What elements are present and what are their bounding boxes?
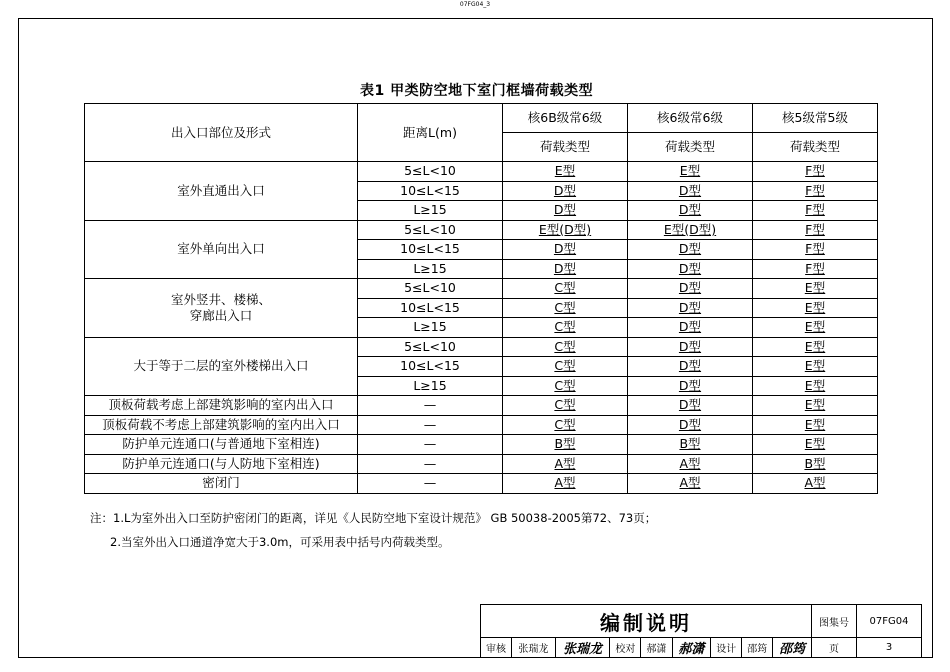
row-distance: — <box>358 474 503 494</box>
load-type-value: E型(D型) <box>663 221 717 237</box>
drawing-code-top: 07FG04_3 <box>459 1 491 8</box>
row-distance: — <box>358 415 503 435</box>
atlas-number: 07FG04 <box>857 605 922 638</box>
atlas-label: 图集号 <box>812 605 857 638</box>
load-type-value: E型 <box>804 397 826 413</box>
load-type-value: D型 <box>553 260 577 276</box>
load-type-cell <box>503 454 628 474</box>
load-type-value: F型 <box>805 221 825 237</box>
load-type-value: C型 <box>554 299 576 315</box>
load-type-value: A型 <box>554 475 576 491</box>
load-type-cell <box>628 181 753 201</box>
load-type-value: E型 <box>804 299 826 315</box>
table-row <box>85 220 878 240</box>
table-row <box>85 454 878 474</box>
load-type-value: E型 <box>804 338 826 354</box>
load-type-value: C型 <box>554 319 576 335</box>
load-type-value: D型 <box>553 202 577 218</box>
header-grade-5: 核5级常5级 <box>753 104 878 133</box>
location-label-line2: 穿廊出入口 <box>189 307 253 323</box>
load-type-value: D型 <box>678 416 702 432</box>
row-distance: 5≤L<10 <box>358 279 503 299</box>
load-type-cell <box>628 279 753 299</box>
row-location <box>85 220 358 279</box>
load-type-cell <box>753 435 878 455</box>
load-type-value: C型 <box>554 358 576 374</box>
load-type-cell <box>753 240 878 260</box>
row-distance: 5≤L<10 <box>358 162 503 182</box>
load-type-value: E型 <box>804 436 826 452</box>
load-type-cell <box>753 357 878 377</box>
row-location <box>85 279 358 338</box>
header-load-type: 荷载类型 <box>503 133 628 162</box>
load-type-value: B型 <box>679 436 701 452</box>
row-location: 顶板荷载不考虑上部建筑影响的室内出入口 <box>85 415 358 435</box>
load-type-value: D型 <box>553 182 577 198</box>
load-type-cell <box>628 396 753 416</box>
load-type-cell <box>503 162 628 182</box>
load-type-cell <box>628 415 753 435</box>
load-type-cell <box>753 259 878 279</box>
load-type-value: F型 <box>805 260 825 276</box>
load-type-cell <box>753 162 878 182</box>
row-distance: L≥15 <box>358 259 503 279</box>
load-type-value: D型 <box>678 319 702 335</box>
load-type-value: D型 <box>678 338 702 354</box>
design-label: 设计 <box>711 638 742 658</box>
row-location: 防护单元连通口(与普通地下室相连) <box>85 435 358 455</box>
location-label: 大于等于二层的室外楼梯出入口 <box>133 358 309 374</box>
review-label: 审核 <box>481 638 512 658</box>
location-label: 室外竖井、楼梯、 <box>170 291 271 307</box>
load-type-cell <box>503 376 628 396</box>
load-type-cell <box>503 201 628 221</box>
load-type-value: F型 <box>805 202 825 218</box>
location-label: 室外直通出入口 <box>177 182 265 198</box>
table-row <box>85 162 878 182</box>
load-type-value: C型 <box>554 280 576 296</box>
load-type-cell <box>503 337 628 357</box>
table-title: 表1 甲类防空地下室门框墙荷载类型 <box>360 83 594 99</box>
load-type-value: C型 <box>554 397 576 413</box>
row-distance: — <box>358 454 503 474</box>
note-1: 注：1.L为室外出入口至防护密闭门的距离，详见《人民防空地下室设计规范》 GB 50038-2005第72、73页； <box>90 511 657 525</box>
table-row <box>85 435 878 455</box>
load-type-value: D型 <box>678 397 702 413</box>
load-type-value: D型 <box>678 182 702 198</box>
checker-name: 郝潇 <box>641 638 672 658</box>
load-type-value: D型 <box>678 358 702 374</box>
load-type-cell <box>628 376 753 396</box>
row-distance: L≥15 <box>358 318 503 338</box>
header-row <box>85 104 878 133</box>
load-type-cell <box>503 298 628 318</box>
row-location <box>85 162 358 221</box>
designer-name: 邵筠 <box>742 638 773 658</box>
load-type-cell <box>753 454 878 474</box>
header-load-type: 荷载类型 <box>753 133 878 162</box>
load-type-value: A型 <box>554 455 576 471</box>
reviewer-name: 张瑞龙 <box>512 638 556 658</box>
load-type-value: F型 <box>805 241 825 257</box>
row-location <box>85 337 358 396</box>
load-type-value: D型 <box>678 241 702 257</box>
notes <box>90 506 656 554</box>
header-grade-6: 核6级常6级 <box>628 104 753 133</box>
load-type-value: D型 <box>678 299 702 315</box>
row-distance: 10≤L<15 <box>358 298 503 318</box>
load-type-value: E型 <box>804 280 826 296</box>
load-type-cell <box>753 318 878 338</box>
load-type-value: B型 <box>554 436 576 452</box>
checker-signature: 郝潇 <box>672 638 711 658</box>
load-type-value: E型 <box>804 319 826 335</box>
load-type-cell <box>628 357 753 377</box>
load-type-value: C型 <box>554 416 576 432</box>
load-type-value: A型 <box>804 475 826 491</box>
table-row <box>85 279 878 299</box>
check-label: 校对 <box>610 638 641 658</box>
header-grade-6b: 核6B级常6级 <box>503 104 628 133</box>
designer-signature: 邵筠 <box>773 638 812 658</box>
load-type-cell <box>503 474 628 494</box>
load-type-value: D型 <box>678 280 702 296</box>
row-distance: 10≤L<15 <box>358 181 503 201</box>
load-type-cell <box>628 435 753 455</box>
load-type-cell <box>503 220 628 240</box>
drawing-title: 编制说明 <box>481 605 812 638</box>
load-type-value: E型 <box>679 163 701 179</box>
load-type-cell <box>503 357 628 377</box>
load-type-cell <box>753 415 878 435</box>
load-type-cell <box>503 240 628 260</box>
load-type-value: A型 <box>679 475 701 491</box>
load-type-value: A型 <box>679 455 701 471</box>
load-type-value: C型 <box>554 377 576 393</box>
row-distance: — <box>358 396 503 416</box>
row-distance: 10≤L<15 <box>358 240 503 260</box>
load-type-value: D型 <box>678 260 702 276</box>
load-type-cell <box>628 474 753 494</box>
load-type-cell <box>628 259 753 279</box>
load-type-cell <box>628 201 753 221</box>
load-type-value: D型 <box>553 241 577 257</box>
row-distance: 10≤L<15 <box>358 357 503 377</box>
page-number: 3 <box>857 638 922 658</box>
load-type-value: C型 <box>554 338 576 354</box>
load-type-value: F型 <box>805 163 825 179</box>
load-type-cell <box>503 318 628 338</box>
load-type-cell <box>628 162 753 182</box>
load-type-cell <box>503 435 628 455</box>
note-2: 2.当室外出入口通道净宽大于3.0m，可采用表中括号内荷载类型。 <box>110 535 450 549</box>
load-type-cell <box>753 298 878 318</box>
location-label: 室外单向出入口 <box>177 241 265 257</box>
row-location: 防护单元连通口(与人防地下室相连) <box>85 454 358 474</box>
title-block <box>480 604 922 658</box>
table-row <box>85 396 878 416</box>
row-location: 顶板荷载考虑上部建筑影响的室内出入口 <box>85 396 358 416</box>
table-row <box>85 474 878 494</box>
page-label: 页 <box>812 638 857 658</box>
load-type-cell <box>753 220 878 240</box>
load-type-cell <box>628 298 753 318</box>
reviewer-signature: 张瑞龙 <box>555 638 610 658</box>
header-distance: 距离L(m) <box>358 104 503 162</box>
header-location: 出入口部位及形式 <box>85 104 358 162</box>
load-type-value: D型 <box>678 377 702 393</box>
load-type-table <box>84 103 878 494</box>
load-type-value: D型 <box>678 202 702 218</box>
load-type-cell <box>753 474 878 494</box>
table-row <box>85 337 878 357</box>
load-type-value: E型 <box>804 416 826 432</box>
load-type-cell <box>503 181 628 201</box>
load-type-cell <box>753 396 878 416</box>
row-distance: 5≤L<10 <box>358 220 503 240</box>
load-type-cell <box>628 220 753 240</box>
load-type-cell <box>503 396 628 416</box>
load-type-cell <box>753 376 878 396</box>
row-location: 密闭门 <box>85 474 358 494</box>
load-type-cell <box>753 279 878 299</box>
load-type-value: E型 <box>804 377 826 393</box>
load-type-cell <box>503 415 628 435</box>
row-distance: L≥15 <box>358 376 503 396</box>
load-type-value: E型(D型) <box>538 221 592 237</box>
load-type-value: E型 <box>804 358 826 374</box>
row-distance: 5≤L<10 <box>358 337 503 357</box>
load-type-value: E型 <box>554 163 576 179</box>
header-load-type: 荷载类型 <box>628 133 753 162</box>
load-type-cell <box>628 454 753 474</box>
load-type-cell <box>628 337 753 357</box>
load-type-value: F型 <box>805 182 825 198</box>
row-distance: — <box>358 435 503 455</box>
load-type-cell <box>503 259 628 279</box>
load-type-cell <box>753 337 878 357</box>
load-type-cell <box>753 181 878 201</box>
table-row <box>85 415 878 435</box>
load-type-cell <box>753 201 878 221</box>
load-type-value: B型 <box>804 455 826 471</box>
row-distance: L≥15 <box>358 201 503 221</box>
load-type-cell <box>628 318 753 338</box>
load-type-cell <box>503 279 628 299</box>
load-type-cell <box>628 240 753 260</box>
